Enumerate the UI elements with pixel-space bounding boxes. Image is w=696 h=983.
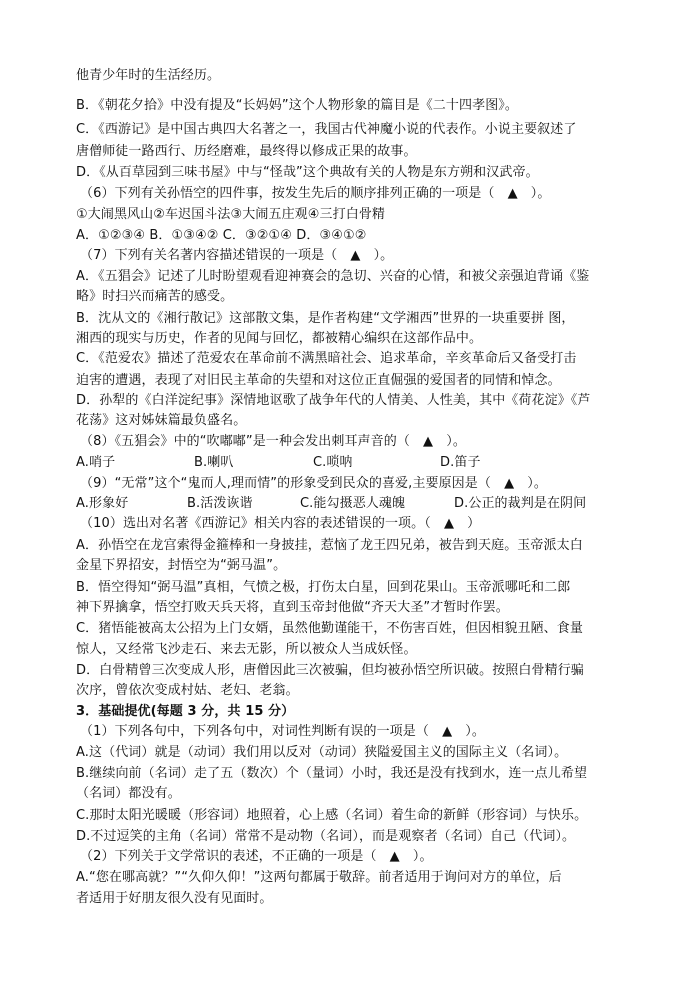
question-3-2: （2）下列关于文学常识的表述，不正确的一项是（ ▲ ）。 xyxy=(80,849,433,864)
text-line: A．《五猖会》记述了儿时盼望观看迎神赛会的急切、兴奋的心情，和被父亲强迫背诵《鉴 xyxy=(76,269,590,284)
text-line: C.那时太阳光暖暖（形容词）地照着，心上感（名词）着生命的新鲜（形容词）与快乐。 xyxy=(76,808,588,823)
q9-option-c: C.能勾摄恶人魂魄 xyxy=(300,496,406,511)
question-10: （10）选出对名著《西游记》相关内容的表述错误的一项。（ ▲ ） xyxy=(80,516,481,531)
text-line: C．猪悟能被高太公招为上门女婿，虽然他勤谨能干，不伤害百姓，但因相貌丑陋、食量 xyxy=(76,621,583,636)
text-line: 者适用于好朋友很久没有见面时。 xyxy=(76,891,273,906)
q8-option-c: C.唢呐 xyxy=(313,455,353,470)
section-heading: 3．基础提优(每题 3 分，共 15 分） xyxy=(76,704,295,719)
text-line: 金星下界招安，封悟空为“弼马温”。 xyxy=(76,558,287,573)
text-line: A．①②③④ B．①③④② C．③②①④ D．③④①② xyxy=(76,228,367,243)
text-line: C．《范爱农》描述了范爱农在革命前不满黑暗社会、追求革命，辛亥革命后又备受打击 xyxy=(76,351,577,366)
text-line: A.“您在哪高就？”“久仰久仰！”这两句都属于敬辞。前者适用于询问对方的单位，后 xyxy=(76,870,562,885)
q8-option-d: D.笛子 xyxy=(440,455,481,470)
text-line: ①大闹黑风山②车迟国斗法③大闹五庄观④三打白骨精 xyxy=(76,207,386,222)
question-9: （9）“无常”这个“鬼而人,理而情”的形象受到民众的喜爱,主要原因是（ ▲ ）。 xyxy=(80,476,547,491)
q9-options xyxy=(76,494,636,513)
text-line: 湘西的现实与历史，作者的见闻与回忆，都被精心编织在这部作品中。 xyxy=(76,331,483,346)
question-6: （6）下列有关孙悟空的四件事，按发生先后的顺序排列正确的一项是（ ▲ ）。 xyxy=(80,186,551,201)
q8-option-a: A.哨子 xyxy=(76,455,116,470)
text-line: D.不过逗笑的主角（名词）常常不是动物（名词），而是观察者（名词）自己（代词）。 xyxy=(76,829,576,844)
text-line: （名词）都没有。 xyxy=(76,786,181,801)
text-line: 他青少年时的生活经历。 xyxy=(76,68,221,83)
text-line: 惊人，又经常飞沙走石、来去无影，所以被众人当成妖怪。 xyxy=(76,642,417,657)
q8-option-b: B.喇叭 xyxy=(194,455,234,470)
text-line: D．孙犁的《白洋淀纪事》深情地讴歌了战争年代的人情美、人性美，其中《荷花淀》《芦 xyxy=(76,393,591,408)
text-line: B．悟空得知“弼马温”真相，气愤之极，打伤太白星，回到花果山。玉帝派哪吒和二郎 xyxy=(76,580,571,595)
text-line: D．白骨精曾三次变成人形，唐僧因此三次被骗，但均被孙悟空所识破。按照白骨精行骗 xyxy=(76,663,584,678)
question-7: （7）下列有关名著内容描述错误的一项是（ ▲ ）。 xyxy=(80,248,394,263)
text-line: B．沈从文的《湘行散记》这部散文集，是作者构建“文学湘西”世界的一块重要拼 图， xyxy=(76,311,575,326)
q8-options xyxy=(76,453,636,472)
text-line: B．《朝花夕拾》中没有提及“长妈妈”这个人物形象的篇目是《二十四孝图》。 xyxy=(76,98,518,113)
q9-option-d: D.公正的裁判是在阴间 xyxy=(454,496,587,511)
q9-option-a: A.形象好 xyxy=(76,496,129,511)
text-line: 神下界擒拿，悟空打败天兵天将，直到玉帝封他做“齐天大圣”才暂时作罢。 xyxy=(76,600,509,615)
text-line: D．《从百草园到三味书屋》中与“怪哉”这个典故有关的人物是东方朔和汉武帝。 xyxy=(76,165,539,180)
text-line: 迫害的遭遇，表现了对旧民主革命的失望和对这位正直倔强的爱国者的同情和悼念。 xyxy=(76,373,561,388)
text-line: A．孙悟空在龙宫索得金箍棒和一身披挂，惹恼了龙王四兄弟，被告到天庭。玉帝派太白 xyxy=(76,538,583,553)
text-line: 次序，曾依次变成村姑、老妇、老翁。 xyxy=(76,683,299,698)
text-line: 唐僧师徒一路西行、历经磨难，最终得以修成正果的故事。 xyxy=(76,144,417,159)
text-line: B.继续向前（名词）走了五（数次）个（量词）小时，我还是没有找到水，连一点儿希望 xyxy=(76,766,588,781)
question-8: （8）《五猖会》中的“吹嘟嘟”是一种会发出刺耳声音的（ ▲ ）。 xyxy=(80,434,466,449)
text-line: 略》时扫兴而痛苦的感受。 xyxy=(76,289,234,304)
text-line: C．《西游记》是中国古典四大名著之一，我国古代神魔小说的代表作。小说主要叙述了 xyxy=(76,122,577,137)
q9-option-b: B.活泼诙谐 xyxy=(187,496,253,511)
text-line: 花荡》这对姊妹篇最负盛名。 xyxy=(76,413,247,428)
question-3-1: （1）下列各句中，下列各句中，对词性判断有误的一项是（ ▲ ）。 xyxy=(80,724,485,739)
text-line: A.这（代词）就是（动词）我们用以反对（动词）狭隘爱国主义的国际主义（名词）。 xyxy=(76,745,568,760)
